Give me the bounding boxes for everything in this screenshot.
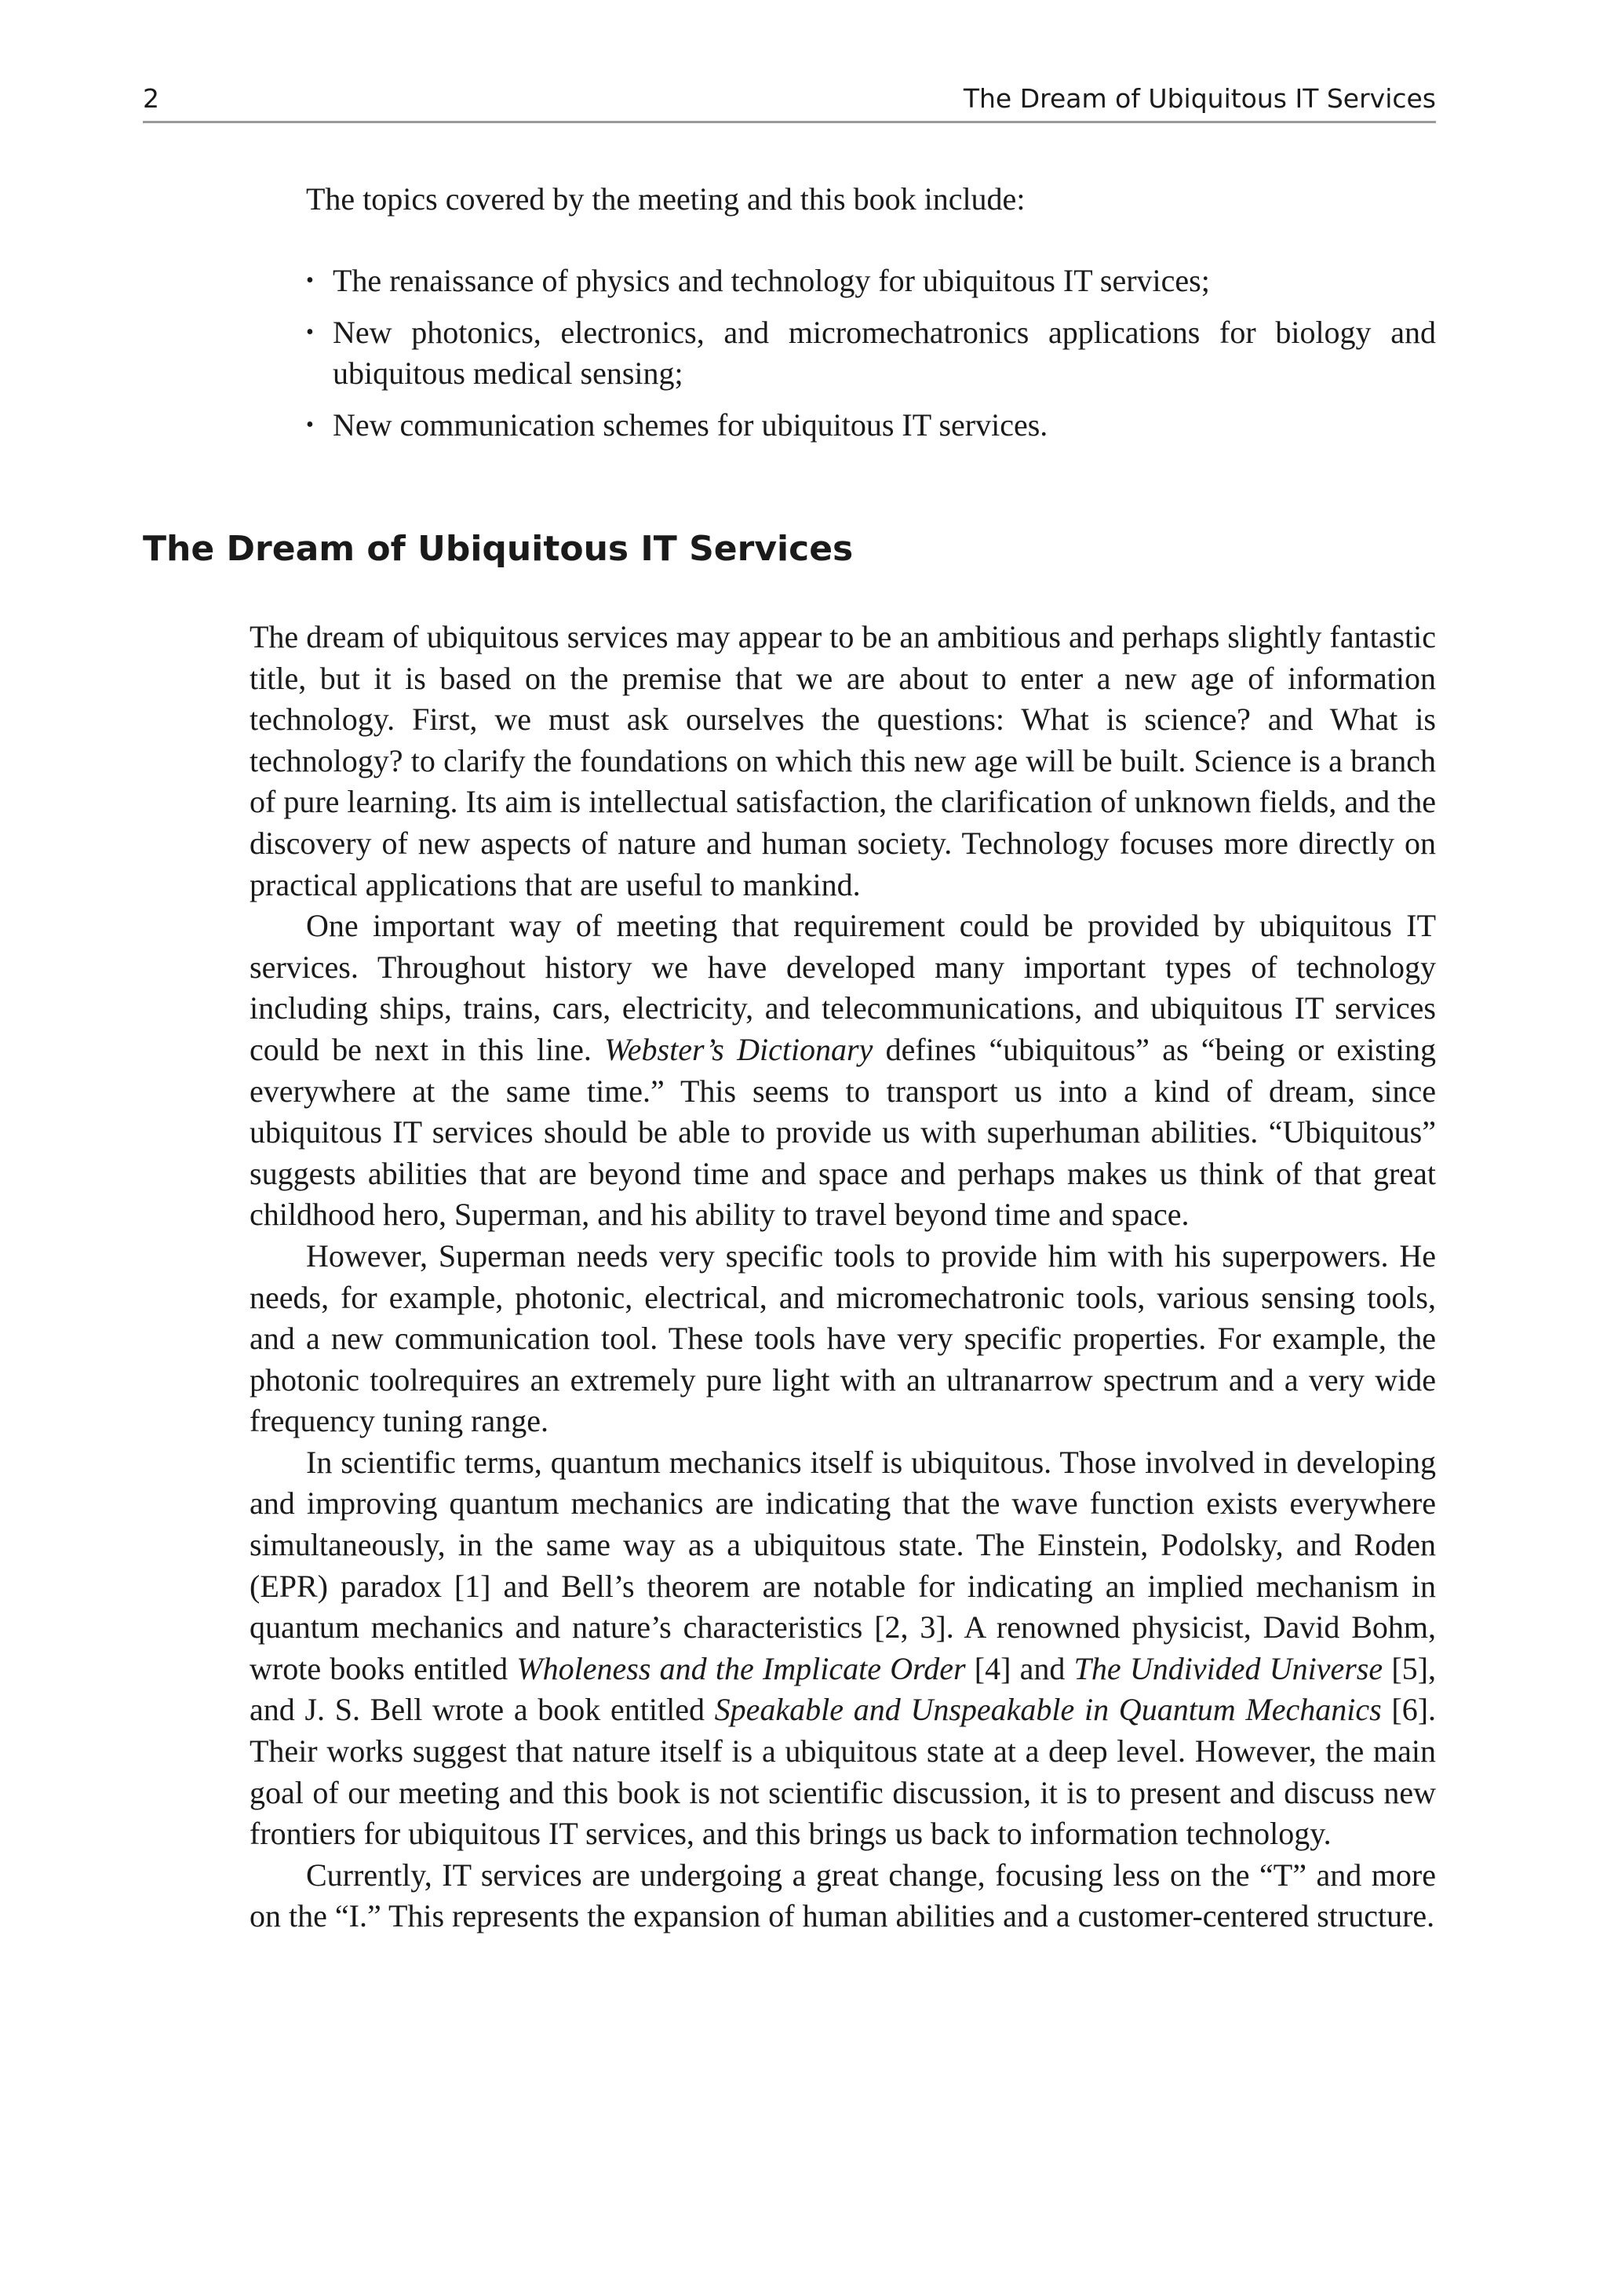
section-body [250,617,1436,1937]
list-item-text: The renaissance of physics and technology for ubiquitous IT services; [333,263,1210,298]
list-item [306,312,1436,394]
paragraph-definitions: The dream of ubiquitous services may appear to be an ambitious and perhaps slightly fantastic title, but it is based on the premise that we are about to enter a new age of information technology. First, we must ask ourselves the questions: What is science? and What is technology? to clarify the foundations on which this new age will be built. Science is a branch of pure learning. Its aim is intellectual satisfaction, the clarification of unknown fields, and the discovery of new aspects of nature and human society. Technology focuses more directly on practical applications that are useful to mankind. [250,619,1436,902]
section-heading: The Dream of Ubiquitous IT Services [143,529,854,569]
list-item-text: New photonics, electronics, and micromechatronics applications for biology and ubiquitous medical sensing; [333,315,1436,391]
list-item-text: New communication schemes for ubiquitous IT services. [333,407,1048,443]
running-title: The Dream of Ubiquitous IT Services [963,83,1436,114]
bullet-icon: • [306,413,314,437]
bullet-icon: • [306,268,314,293]
paragraph-superman-tools: However, Superman needs very specific tools to provide him with his superpowers. He needs, for example, photonic, electrical, and micromechatronic tools, various sensing tools, and a new communication tool. These tools have very specific properties. For example, the photonic toolrequires an extremely pure light with an ultranarrow spectrum and a very wide frequency tuning range. [250,1237,1436,1439]
paragraph-quantum: In scientific terms, quantum mechanics itself is ubiquitous. Those involved in developing and improving quantum mechanics are indicating that the wave function exists everywhere simultaneously, in the same way as a ubiquitous state. The Einstein, Podolsky, and Roden (EPR) paradox [1] and Bell’s theorem are notable for indicating an implied mechanism in quantum mechanics and nature’s characteristics [2, 3]. A renowned physicist, David Bohm, wrote books entitled Wholeness and the Implicate Order [4] and The Undivided Universe [5], and J. S. Bell wrote a book entitled Speakable and Unspeakable in Quantum Mechanics [6]. Their works suggest that nature itself is a ubiquitous state at a deep level. However, the main goal of our meeting and this book is not scientific discussion, it is to present and discuss new frontiers for ubiquitous IT services, and this brings us back to information technology. [250,1444,1437,1852]
page-number: 2 [143,83,159,114]
citation-title: Wholeness and the Implicate Order [516,1650,966,1686]
topics-intro: The topics covered by the meeting and this book include: [306,181,1026,217]
citation-title: The Undivided Universe [1073,1650,1383,1686]
citation-title: Speakable and Unspeakable in Quantum Mechanics [714,1692,1382,1728]
citation-title: Webster’s Dictionary [604,1031,873,1067]
paragraph-ubiquitous: One important way of meeting that requirement could be provided by ubiquitous IT services. Throughout history we have developed many important types of technology including ships, trains, cars, electricity, and telecommunications, and ubiquitous IT services could be next in this line. Webster’s Dictionary defines “ubiquitous” as “being or existing everywhere at the same time.” This seems to transport us into a kind of dream, since ubiquitous IT services should be able to provide us with superhuman abilities. “Ubiquitous” suggests abilities that are beyond time and space and perhaps makes us think of that great childhood hero, Superman, and his ability to travel beyond time and space. [250,908,1436,1233]
bullet-icon: • [306,320,314,344]
paragraph-it-change: Currently, IT services are undergoing a great change, focusing less on the “T” and more on the “I.” This represents the expansion of human abilities and a customer-centered structure. [250,1857,1436,1934]
list-item [306,261,1436,301]
running-header [143,83,1436,123]
topics-list [306,261,1436,457]
list-item [306,405,1436,446]
